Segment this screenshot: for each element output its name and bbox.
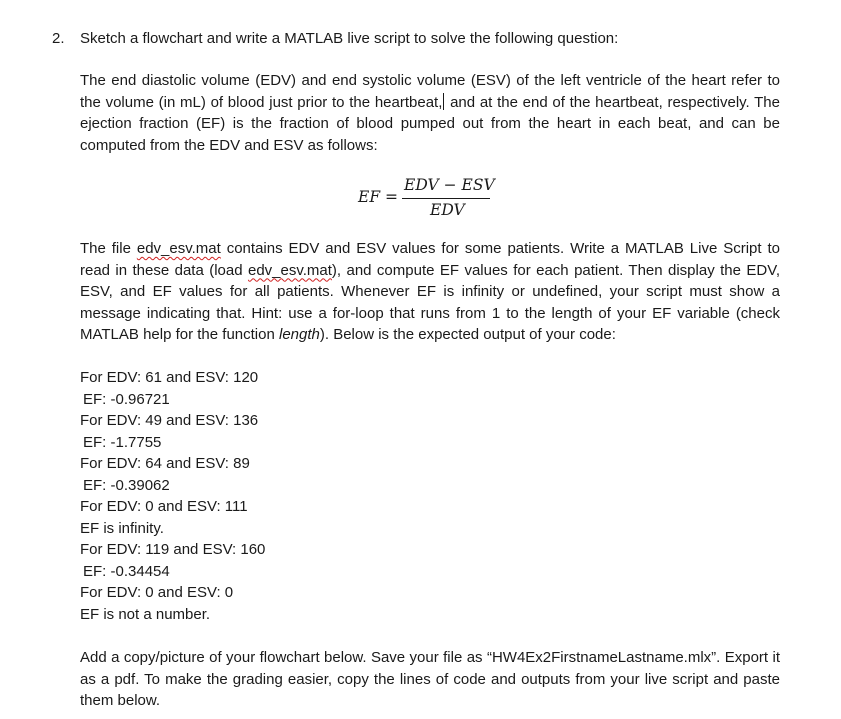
filename-misspelled: edv_esv.mat: [136, 240, 221, 257]
output-line: For EDV: 64 and ESV: 89: [80, 455, 250, 472]
paragraph-definitions: [80, 70, 780, 156]
paragraph-text-part: and at the end of the heartbeat, respectively. The ejection fraction (EF) is the fraction of blood pumped out from the heart in each beat, and can be computed from the EDV and ESV as follows:: [80, 93, 780, 154]
output-line: EF: -0.39062: [83, 476, 170, 494]
paragraph-submission: Add a copy/picture of your flowchart below. Save your file as “HW4Ex2FirstnameLastname.mlx”. Export it as a pdf. To make the grading easier, copy the lines of code and outputs from your live script and paste them below.: [80, 649, 780, 709]
output-line: For EDV: 49 and ESV: 136: [80, 412, 259, 429]
formula-lhs: EF =: [358, 188, 398, 206]
paragraph-text-part: The file: [80, 240, 137, 257]
output-line: EF: -0.34454: [83, 562, 170, 580]
fraction-bar: [402, 198, 490, 199]
paragraph-text-part: ), and compute EF values for each patient. Then display the EDV, ESV, and EF values for all patients. Whenever EF is infinity or undefined, your script must show a message indicating that. Hint: use a for-loop that runs from 1 to the length of your EF variable (check MATLAB help for the function: [80, 261, 780, 343]
paragraph-instructions: [80, 238, 780, 346]
italic-function-name: length: [279, 326, 320, 343]
paragraph-text-part: The end diastolic volume (EDV) and end systolic volume (ESV) of the left ventricle of the heart refer to the volume (in mL) of blood just prior to the heartbeat,: [80, 72, 780, 111]
filename-misspelled: edv_esv.mat: [247, 261, 332, 279]
output-line: For EDV: 0 and ESV: 111: [80, 498, 248, 515]
output-line: For EDV: 61 and ESV: 120: [80, 369, 259, 386]
output-line: EF is not a number.: [80, 605, 211, 623]
formula-denominator: EDV: [430, 201, 465, 219]
output-line: EF: -1.7755: [83, 433, 162, 451]
output-line: For EDV: 119 and ESV: 160: [80, 541, 266, 558]
paragraph-text-part: contains EDV and ESV values for some patients. Write a MATLAB Live Script to read in these data (load: [80, 240, 780, 279]
question-number: 2.: [52, 30, 65, 47]
question-title: Sketch a flowchart and write a MATLAB live script to solve the following question:: [80, 30, 619, 47]
output-line: EF is infinity.: [80, 519, 164, 537]
formula-numerator: EDV − ESV: [404, 176, 495, 194]
output-line: For EDV: 0 and ESV: 0: [80, 584, 234, 601]
output-line: EF: -0.96721: [83, 390, 170, 408]
paragraph-text-part: ). Below is the expected output of your code:: [319, 326, 616, 343]
